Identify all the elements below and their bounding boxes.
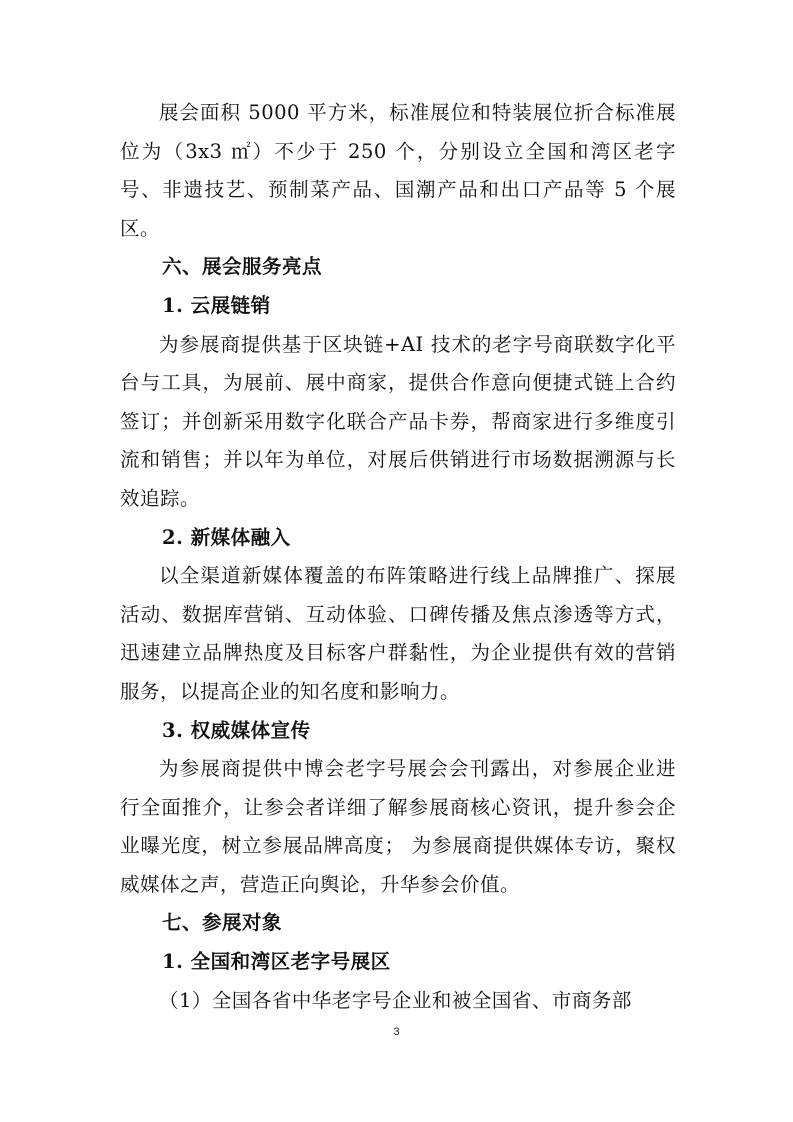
- paragraph-exhibition-area: 展会面积 5000 平方米，标准展位和特装展位折合标准展位为（3x3 ㎡）不少于 250 个，分别设立全国和湾区老字号、非遗技艺、预制菜产品、国潮产品和出口产品等 5 个展区。: [120, 101, 676, 240]
- section-heading-exhibitors: 七、参展对象: [162, 911, 283, 935]
- paragraph-authoritative-media: 为参展商提供中博会老字号展会会刊露出，对参展企业进行全面推介，让参会者详细了解参展商核心资讯，提升参会企业曝光度，树立参展品牌高度； 为参展商提供媒体专访，聚权威媒体之声，营造正向舆论，升华参会价值。: [120, 757, 676, 896]
- subheading-cloud-chain-sales: 1. 云展链销: [162, 293, 271, 317]
- paragraph-new-media: 以全渠道新媒体覆盖的布阵策略进行线上品牌推广、探展活动、数据库营销、互动体验、口碑传播及焦点渗透等方式，迅速建立品牌热度及目标客户群黏性，为企业提供有效的营销服务，以提高企业的知名度和影响力。: [120, 564, 676, 703]
- page-number: 3: [393, 1026, 400, 1038]
- paragraph-cloud-chain-sales: 为参展商提供基于区块链+AI 技术的老字号商联数字化平台与工具，为展前、展中商家，提供合作意向便捷式链上合约签订；并创新采用数字化联合产品卡券，帮商家进行多维度引流和销售；并以年为单位，对展后供销进行市场数据溯源与长效追踪。: [120, 332, 676, 510]
- subheading-time-honored-brands-area: 1. 全国和湾区老字号展区: [162, 950, 391, 974]
- paragraph-exhibitor-item-1: （1）全国各省中华老字号企业和被全国省、市商务部: [159, 988, 632, 1012]
- subheading-new-media: 2. 新媒体融入: [162, 525, 291, 549]
- section-heading-service-highlights: 六、展会服务亮点: [162, 255, 323, 279]
- subheading-authoritative-media: 3. 权威媒体宣传: [162, 718, 311, 742]
- document-body: [120, 94, 676, 1020]
